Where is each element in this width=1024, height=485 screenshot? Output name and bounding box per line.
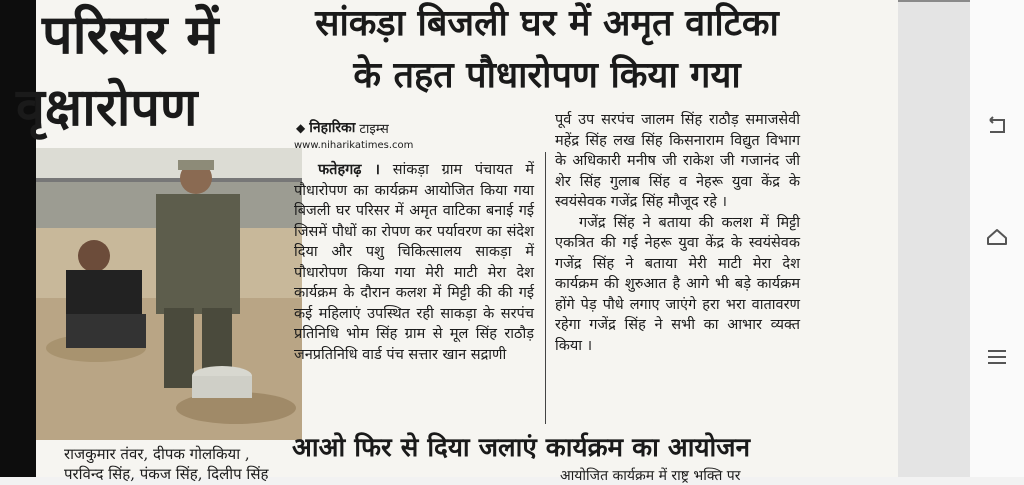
left-headline-line1: परिसर में [42, 3, 219, 66]
article-title-line2: के तहत पौधारोपण किया गया [353, 55, 741, 96]
home-icon [984, 224, 1010, 250]
publication-brand [296, 118, 389, 137]
next-article-title: आओ फिर से दिया जलाएं कार्यक्रम का आयोजन [292, 433, 751, 463]
column2-para2: गजेंद्र सिंह ने बताया की कलश में मिट्टी एकत्रित की गई नेहरू युवा केंद्र के स्वयंसेवक गजेंद्र सिंह ने बताया मेरी माटी मेरा देश कार्यक्रम की शुरुआत है आगे भी बड़े कार्यक्रम होंगे पेड़ पौधे लगाए जाएंगे हरा भरा वातावरण रहेगा गजेंद्र सिंह ने सभी का आभार व्यक्त किया । [555, 214, 800, 354]
dateline: फतेहगढ़ । [318, 161, 381, 178]
back-button[interactable] [982, 110, 1012, 140]
caption-line2: परविन्द सिंह, पंकज सिंह, दिलीप सिंह [64, 465, 269, 483]
right-gutter [898, 0, 970, 477]
photo-caption [64, 444, 304, 484]
article-column-1 [294, 160, 534, 365]
column2-para1: पूर्व उप सरपंच जालम सिंह राठौड़ समाजसेवी महेंद्र सिंह लख सिंह किसनाराम विद्युत विभाग के अधिकारी मनीष जी राकेश जी गजानंद जी शेर सिंह गुलाब सिंह व नेहरू युवा केंद्र के स्वयंसेवक गजेंद्र सिंह मौजूद रहे । [555, 112, 800, 210]
caption-line1: राजकुमार तंवर, दीपक गोलकिया , [64, 445, 250, 463]
diamond-icon: ◆ [296, 120, 306, 135]
system-nav-bar [970, 0, 1024, 477]
menu-button[interactable] [982, 342, 1012, 372]
column-divider [545, 152, 546, 424]
article-title-line1: सांकड़ा बिजली घर में अमृत वाटिका [315, 3, 779, 44]
back-icon [984, 112, 1010, 138]
menu-icon [984, 344, 1010, 370]
article-column-2 [555, 110, 800, 356]
home-button[interactable] [982, 222, 1012, 252]
left-edge-bar [0, 0, 36, 477]
left-headline-line2: वृक्षारोपण [16, 78, 198, 138]
column1-text: सांकड़ा ग्राम पंचायत में पौधारोपण का कार्यक्रम आयोजित किया गया बिजली घर परिसर में अमृत वाटिका बनाई गई जिसमें पौधों का रोपण कर पर्यावरण का संदेश दिया और पशु चिकित्सालय साकड़ा में पौधारोपण किया गया मेरी माटी मेरा देश कार्यक्रम के दौरान कलश में मिट्टी की की गई कई महिलाएं उपस्थित रही साकड़ा के सरपंच प्रतिनिधि भोम सिंह ग्राम से मूल सिंह राठौड़ जनप्रतिनिधि वार्ड पंच सत्तार खान सद्राणी [294, 162, 535, 363]
news-photo [36, 148, 302, 440]
publication-url: www.niharikatimes.com [294, 140, 414, 151]
brand-name: निहारिका [309, 120, 356, 136]
photo-illustration [36, 148, 302, 440]
next-article-text: आयोजित कार्यक्रम में राष्ट्र भक्ति पर [560, 468, 741, 484]
brand-subtitle: टाइम्स [359, 121, 389, 137]
